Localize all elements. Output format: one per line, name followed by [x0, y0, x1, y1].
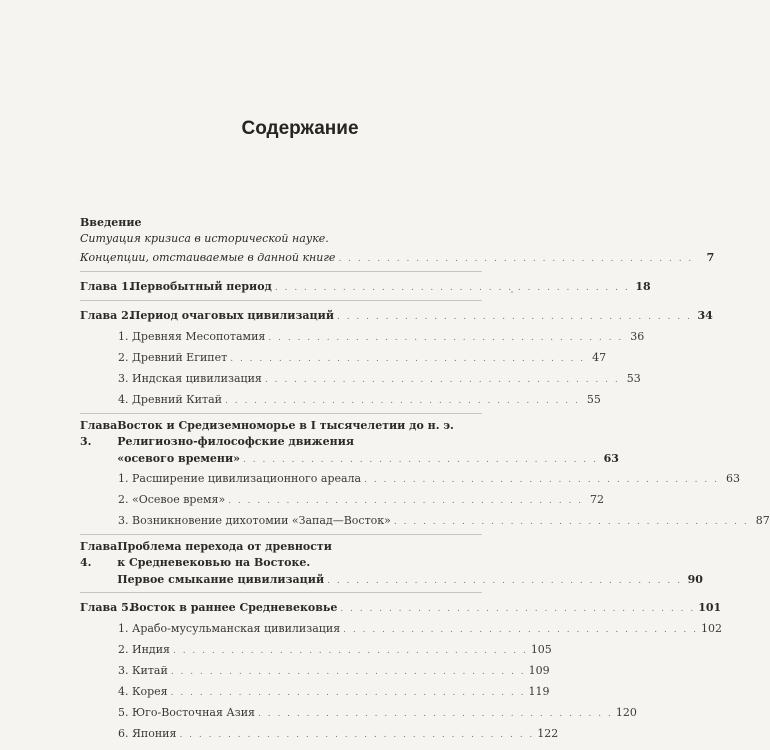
section-title: 6. Япония	[118, 727, 177, 740]
chapter-title: Период очаговых цивилизаций	[130, 309, 334, 322]
chapter-title: Первобытный период	[130, 280, 272, 293]
section-title: 2. «Осевое время»	[118, 493, 226, 506]
chapter-title-line-1: Проблема перехода от древности	[117, 540, 332, 553]
page-number: 55	[586, 393, 601, 406]
section-title: 3. Китай	[118, 664, 168, 677]
toc-subentry[interactable]	[80, 468, 740, 489]
section-title: 4. Древний Китай	[118, 393, 222, 406]
toc-subentry[interactable]	[80, 347, 607, 368]
chapter-title: Восток в раннее Средневековье	[130, 601, 338, 614]
leader-dots: . . . . . . . . . . . . . . . . . . . . . . . . . . . . . . . . . . . . .	[264, 375, 620, 385]
toc-entry-chapter-5[interactable]	[80, 597, 722, 618]
leader-dots: . . . . . . . . . . . . . . . . . . . . . . . . . . . . . . . . . . . . .	[179, 730, 535, 740]
toc-subentry[interactable]	[80, 489, 605, 510]
leader-dots: . . . . . . . . . . . . . . . . . . . . . . . . . . . . . . . . . . . . .	[340, 604, 696, 614]
leader-dots: . . . . . . . . . . . . . . . . . . . . . . . . . . . . . . . . . . . . .	[274, 283, 630, 293]
toc-subentry[interactable]	[80, 389, 601, 410]
page-number: 87	[755, 514, 770, 527]
page-number: 63	[603, 452, 619, 465]
page-number: 63	[725, 472, 740, 485]
section-title: 4. Корея	[118, 685, 168, 698]
leader-dots: . . . . . . . . . . . . . . . . . . . . . . . . . . . . . . . . . . . . .	[172, 646, 528, 656]
table-of-contents	[80, 214, 770, 744]
toc-subentry[interactable]	[80, 660, 550, 681]
toc-subentry[interactable]	[80, 326, 645, 347]
leader-dots: . . . . . . . . . . . . . . . . . . . . . . . . . . . . . . . . . . . . .	[327, 576, 682, 586]
page-number: 102	[701, 622, 722, 635]
section-title: 3. Возникновение дихотомии «Запад—Восток»	[118, 514, 391, 527]
toc-subentry[interactable]	[80, 618, 722, 639]
leader-dots: . . . . . . . . . . . . . . . . . . . . . . . . . . . . . . . . . . . . .	[393, 517, 749, 527]
toc-entry-chapter-1[interactable]	[80, 276, 651, 297]
toc-subentry[interactable]	[80, 702, 637, 723]
divider	[80, 413, 482, 414]
chapter-number: Глава 3.	[80, 419, 118, 448]
chapter-title-line-2: Религиозно-философские движения	[117, 435, 354, 448]
page-number: 47	[592, 351, 607, 364]
page-number: 120	[615, 706, 637, 719]
toc-entry-chapter-2[interactable]	[80, 305, 713, 326]
leader-dots: . . . . . . . . . . . . . . . . . . . . . . . . . . . . . . . . . . . . .	[243, 455, 598, 465]
leader-dots: . . . . . . . . . . . . . . . . . . . . . . . . . . . . . . . . . . . . .	[225, 396, 580, 406]
page-number: 101	[698, 601, 722, 614]
page-title: Содержание	[241, 118, 359, 139]
chapter-number: Глава 5.	[80, 601, 133, 614]
toc-subentry[interactable]	[80, 681, 550, 702]
divider	[80, 534, 482, 535]
section-title: 2. Древний Египет	[118, 351, 228, 364]
chapter-title-line-3: «осевого времени»	[117, 452, 241, 465]
page-number: 90	[687, 573, 703, 586]
chapter-title-line-1: Восток и Средиземноморье в I тысячелетии до н. э.	[117, 419, 454, 432]
divider	[80, 300, 482, 301]
toc-subentry[interactable]	[80, 368, 641, 389]
leader-dots: . . . . . . . . . . . . . . . . . . . . . . . . . . . . . . . . . . . . .	[343, 625, 698, 635]
page-number: 18	[635, 280, 651, 293]
leader-dots: . . . . . . . . . . . . . . . . . . . . . . . . . . . . . . . . . . . . .	[338, 254, 694, 264]
section-title: 1. Расширение цивилизационного ареала	[118, 472, 362, 485]
leader-dots: . . . . . . . . . . . . . . . . . . . . . . . . . . . . . . . . . . . . .	[258, 709, 613, 719]
intro-heading: Введение	[80, 216, 142, 229]
divider	[80, 271, 482, 272]
chapter-number: Глава 4.	[80, 540, 118, 569]
chapter-number: Глава 2.	[80, 309, 133, 322]
section-title: 5. Юго-Восточная Азия	[118, 706, 255, 719]
section-title: 3. Индская цивилизация	[118, 372, 262, 385]
page-number: 119	[528, 685, 550, 698]
page-number: 109	[528, 664, 550, 677]
page-number: 7	[706, 251, 715, 264]
toc-entry-chapter-4[interactable]	[80, 539, 703, 589]
page-number: 122	[537, 727, 559, 740]
leader-dots: . . . . . . . . . . . . . . . . . . . . . . . . . . . . . . . . . . . . .	[268, 333, 624, 343]
toc-subentry[interactable]	[80, 510, 770, 531]
chapter-number: Глава 1.	[80, 280, 133, 293]
intro-subtitle-line-1: Ситуация кризиса в исторической науке.	[80, 232, 329, 245]
section-title: 1. Арабо-мусульманская цивилизация	[118, 622, 341, 635]
section-title: 2. Индия	[118, 643, 170, 656]
section-title: 1. Древняя Месопотамия	[118, 330, 266, 343]
page-number: 53	[626, 372, 641, 385]
leader-dots: . . . . . . . . . . . . . . . . . . . . . . . . . . . . . . . . . . . . .	[336, 312, 692, 322]
page-number: 72	[590, 493, 605, 506]
page-number: 34	[697, 309, 713, 322]
divider	[80, 592, 482, 593]
leader-dots: . . . . . . . . . . . . . . . . . . . . . . . . . . . . . . . . . . . . .	[170, 688, 526, 698]
toc-entry-intro[interactable]	[80, 247, 715, 268]
toc-subentry[interactable]	[80, 723, 559, 744]
toc-subentry[interactable]	[80, 639, 552, 660]
chapter-title-line-3: Первое смыкание цивилизаций	[117, 573, 325, 586]
intro-subtitle-line-2: Концепции, отстаиваемые в данной книге	[80, 251, 336, 264]
leader-dots: . . . . . . . . . . . . . . . . . . . . . . . . . . . . . . . . . . . . .	[170, 667, 526, 677]
chapter-title-line-2: к Средневековью на Востоке.	[117, 556, 311, 569]
toc-entry-chapter-3[interactable]	[80, 418, 619, 468]
leader-dots: . . . . . . . . . . . . . . . . . . . . . . . . . . . . . . . . . . . . .	[364, 475, 719, 485]
page-number: 105	[530, 643, 552, 656]
page-number: 36	[630, 330, 645, 343]
leader-dots: . . . . . . . . . . . . . . . . . . . . . . . . . . . . . . . . . . . . .	[228, 496, 584, 506]
leader-dots: . . . . . . . . . . . . . . . . . . . . . . . . . . . . . . . . . . . . .	[230, 354, 586, 364]
